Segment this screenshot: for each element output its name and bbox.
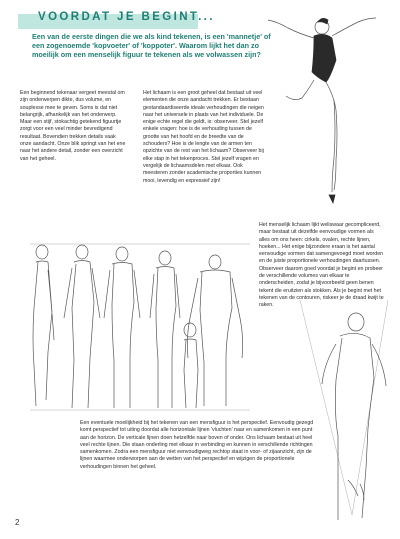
dancer-sketch xyxy=(268,18,376,203)
paragraph: Een beginnend tekenaar vergeet meestal om zijn onderwerpen dikte, dus volume, en souplesse mee te geven. Soms is dat niet belangrijk, afhankelijk van het onderwerp. Maar een stijf, stokachtig getekend figuurtje zorgt voor een veel minder bevredigend resultaat. Bovendien trekken details vaak onze aandacht. Onze blik springt van het ene naar het andere detail, zonder een overzicht van het geheel. xyxy=(20,90,126,162)
intro-text: Een van de eerste dingen die we als kind tekenen, is een 'mannetje' of een zogenoemde 'kopvoeter' of 'koppoter'. Waarom lijkt het dan zo moeilijk om een menselijk figuur te tekenen als we volwassen zijn? xyxy=(32,32,271,59)
paragraph: Het lichaam is een groot geheel dat bestaat uit veel elementen die onze aandacht trekken. Er bestaan gestandaardiseerde ideale verhoudingen die neigen naar het universele in plaats van het individuele. De enige echte regel die geldt, is: observeer. Stel jezelf enkele vragen: hoe is de verhouding tussen de grootte van het hoofd en de breedte van de schouders? Hoe is de lengte van de armen ten opzichte van de rest van het lichaam? Observeer bij elke stap in het tekenproces. Stel jezelf vragen en vergelijk de lichaamsdelen met elkaar. Ook meesteren zonder academische proporties kunnen mooi, levendig en expressief zijn! xyxy=(143,90,264,184)
page-number: 2 xyxy=(15,518,20,527)
page-title: VOORDAT JE BEGINT... xyxy=(38,11,215,23)
paragraph: Een eventuele moeilijkheid bij het tekenen van een mensfiguur is het perspectief. Eenvoudig gezegd komt perspectief tot uiting doordat alle horizontale lijnen 'vluchten' naar en samenkomen in een punt aan de horizon. De verticale lijnen doen hetzelfde naar boven of onder. Ons lichaam bestaat uit heel veel rechte lijnen. Die staan onderling met elkaar in verbinding en kunnen in verschillende richtingen samenkomen. Zodra een mensfiguur niet eenvoudigweg rechtop staat in voor- of zijaanzicht, zijn de lijnen waarmee onderworpen aan de wetten van het perspectief en wijzigen de proportionele verhoudingen binnen het geheel. xyxy=(80,420,314,470)
figure-proportion-sketches xyxy=(30,244,250,410)
perspective-figure-sketch xyxy=(300,300,388,520)
paragraph: Het menselijk lichaam lijkt weliswaar gecompliceerd, maar bestaat uit dezelfde eenvoudige vormen als alles om ons heen: cirkels, ovalen, rechte lijnen, hoeken... Het enige bijzondere eraan is het aantal eenvoudige vormen dat samengevoegd moet worden en de juiste proportionele verhoudingen daartussen. Observeer daarom goed voordat je begint en probeer de verschillende volumes van elkaar te onderscheiden, zodat je bijvoorbeeld geen benen tekent die eruitzien als stokken. Als je begint met het tekenen van de contouren, riskeer je de draad kwijt te raken. xyxy=(259,222,384,309)
